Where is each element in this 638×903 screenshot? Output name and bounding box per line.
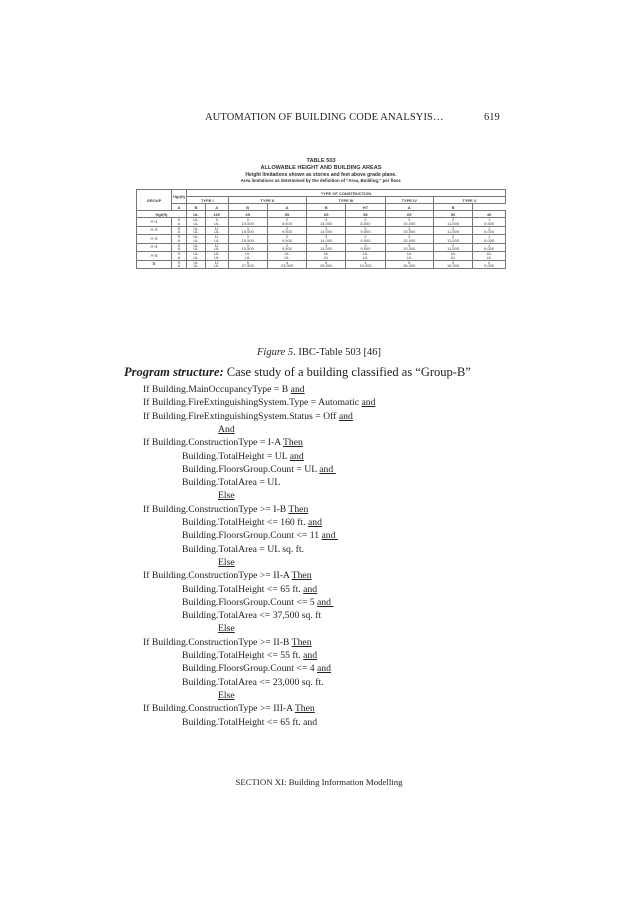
table-cell bbox=[473, 235, 506, 244]
table-cell bbox=[187, 260, 206, 269]
area-value: 11,500 bbox=[447, 220, 460, 226]
code-keyword: and bbox=[361, 397, 376, 409]
subtype-header: HT bbox=[346, 204, 385, 211]
code-keyword: and bbox=[303, 583, 318, 595]
code-text: Building.FloorsGroup.Count = UL bbox=[182, 463, 320, 475]
group-cell: A-1 bbox=[137, 218, 172, 227]
stories-value: 3 bbox=[408, 217, 411, 223]
area-value: UL bbox=[193, 229, 199, 235]
area-value: 15,000 bbox=[403, 220, 416, 226]
subtype-header: A bbox=[205, 204, 228, 211]
area-value: UL bbox=[214, 220, 220, 226]
table-row bbox=[137, 235, 506, 244]
code-keyword: And bbox=[218, 423, 235, 435]
table-cell bbox=[228, 260, 267, 269]
stories-value: 2 bbox=[488, 259, 491, 265]
table-cell bbox=[434, 235, 473, 244]
stories-value: 3 bbox=[408, 225, 411, 231]
table-cell bbox=[346, 252, 385, 261]
code-line bbox=[182, 451, 304, 463]
table-cell bbox=[434, 218, 473, 227]
subtype-header: B bbox=[187, 204, 206, 211]
area-label: A bbox=[177, 254, 181, 260]
code-keyword: and bbox=[317, 596, 334, 608]
stories-value: 1 bbox=[488, 242, 491, 248]
height-limit-cell: 65 bbox=[228, 211, 267, 218]
code-keyword: and bbox=[303, 650, 318, 661]
area-value: 14,000 bbox=[320, 220, 333, 226]
area-value: 19,000 bbox=[359, 263, 372, 269]
area-value: 9,500 bbox=[281, 229, 292, 235]
stories-value: 3 bbox=[325, 234, 328, 240]
stories-value: 3 bbox=[325, 225, 328, 231]
code-keyword: and bbox=[290, 384, 305, 395]
code-line bbox=[218, 690, 235, 702]
stories-value: 2 bbox=[452, 234, 455, 240]
sa-cell bbox=[172, 235, 187, 244]
table-cell bbox=[346, 260, 385, 269]
code-text: If Building.ConstructionType >= I-B bbox=[143, 503, 289, 515]
area-value: UL bbox=[214, 254, 220, 260]
code-keyword: Then bbox=[291, 570, 312, 582]
area-label: A bbox=[177, 229, 181, 235]
page-number: 619 bbox=[484, 112, 500, 123]
area-value: 14,000 bbox=[320, 229, 333, 235]
area-value: 9,500 bbox=[360, 229, 371, 235]
height-limit-cell: 160 bbox=[205, 211, 228, 218]
area-value: UL bbox=[406, 254, 412, 260]
program-heading-title: Case study of a building classified as “Group-B” bbox=[223, 365, 471, 379]
table-heading bbox=[136, 158, 506, 184]
code-line bbox=[182, 584, 317, 596]
area-value: UL bbox=[214, 263, 220, 269]
stories-value: UL bbox=[193, 234, 199, 240]
stories-value: 2 bbox=[364, 217, 367, 223]
stories-label: S bbox=[177, 217, 181, 223]
stories-value: UL bbox=[193, 242, 199, 248]
table-row bbox=[137, 260, 506, 269]
table-cell bbox=[434, 260, 473, 269]
area-value: 37,500 bbox=[241, 263, 254, 269]
area-value: 23,000 bbox=[280, 263, 294, 269]
code-keyword: Then bbox=[282, 437, 303, 449]
code-text: Building.FloorsGroup.Count <= 5 bbox=[182, 596, 317, 608]
code-text: Building.TotalHeight <= 55 ft. bbox=[182, 650, 304, 661]
area-value: 15,000 bbox=[403, 246, 416, 252]
area-value: 9,500 bbox=[360, 246, 371, 252]
height-limit-cell: UL bbox=[187, 211, 206, 218]
code-text: If Building.ConstructionType = I-A bbox=[143, 437, 283, 449]
area-label: A bbox=[177, 246, 181, 252]
code-keyword: and bbox=[319, 463, 336, 475]
figure-caption-text: . IBC-Table 503 [46] bbox=[293, 347, 381, 358]
code-text: Building.TotalArea <= 23,000 sq. ft. bbox=[182, 676, 324, 688]
stories-value: 3 bbox=[246, 242, 249, 248]
table-cell bbox=[473, 218, 506, 227]
stories-value: 2 bbox=[452, 242, 455, 248]
height-limit-cell: 65 bbox=[307, 211, 346, 218]
stories-value: 2 bbox=[452, 217, 455, 223]
page-footer: SECTION XI: Building Information Modelling bbox=[235, 777, 403, 787]
table-cell bbox=[228, 252, 267, 261]
table-cell bbox=[205, 252, 228, 261]
area-value: UL bbox=[214, 246, 220, 252]
table-cell bbox=[228, 235, 267, 244]
subtype-header: B bbox=[434, 204, 473, 211]
area-value: 6,000 bbox=[484, 237, 495, 243]
sa-cell bbox=[172, 218, 187, 227]
code-line bbox=[143, 384, 305, 396]
area-value: 6,000 bbox=[484, 246, 495, 252]
table-cell bbox=[346, 235, 385, 244]
area-value: UL bbox=[245, 254, 251, 260]
area-value: 8,500 bbox=[281, 220, 292, 226]
area-value: UL bbox=[193, 237, 199, 243]
construction-header: TYPE OF CONSTRUCTION bbox=[187, 190, 506, 197]
code-keyword: Then bbox=[291, 636, 312, 648]
stories-value: 5 bbox=[246, 259, 249, 265]
subtype-header: B bbox=[307, 204, 346, 211]
stories-value: 11 bbox=[214, 242, 219, 248]
stories-value: UL bbox=[450, 251, 456, 257]
code-line bbox=[218, 424, 235, 436]
table-cell bbox=[307, 235, 346, 244]
code-keyword: and bbox=[321, 530, 338, 542]
group-cell: B bbox=[137, 260, 172, 269]
area-value: 15,500 bbox=[241, 220, 254, 226]
table-note-1: Height limitations shown as stories and feet above grade plane. bbox=[245, 172, 397, 178]
area-value: 9,500 bbox=[281, 237, 292, 243]
stories-label: S bbox=[177, 225, 181, 231]
stories-value: 1 bbox=[488, 225, 491, 231]
table-cell bbox=[473, 252, 506, 261]
area-value: UL bbox=[323, 254, 329, 260]
stories-value: 5 bbox=[325, 259, 328, 265]
stories-value: 2 bbox=[285, 234, 289, 240]
stories-value: 3 bbox=[408, 234, 411, 240]
area-label: A bbox=[177, 220, 181, 226]
height-limit-cell: 50 bbox=[434, 211, 473, 218]
type-header: TYPE V bbox=[434, 197, 506, 204]
height-limit-cell: 55 bbox=[346, 211, 385, 218]
table-subtitle: ALLOWABLE HEIGHT AND BUILDING AREAS bbox=[260, 165, 382, 171]
stories-value: UL bbox=[362, 251, 368, 257]
ibc-table-figure bbox=[136, 158, 506, 330]
code-line bbox=[143, 637, 312, 649]
code-keyword: and bbox=[289, 450, 304, 462]
area-value: 9,000 bbox=[484, 263, 495, 269]
stories-label: S bbox=[177, 251, 181, 257]
stories-value: 2 bbox=[364, 242, 367, 248]
area-value: UL bbox=[284, 254, 290, 260]
subtype-header: B bbox=[228, 204, 267, 211]
area-value: 11,500 bbox=[447, 229, 460, 235]
stories-value: 2 bbox=[285, 225, 289, 231]
code-line bbox=[182, 650, 317, 662]
code-line bbox=[182, 530, 338, 542]
group-cell: A-2 bbox=[137, 226, 172, 235]
code-line bbox=[218, 490, 235, 502]
subtype-header: A bbox=[267, 204, 306, 211]
stories-value: 2 bbox=[285, 217, 289, 223]
stories-value: 3 bbox=[246, 234, 249, 240]
stories-value: UL bbox=[406, 251, 412, 257]
subtype-header: A bbox=[172, 204, 187, 211]
area-value: UL bbox=[193, 263, 199, 269]
stories-value: UL bbox=[284, 251, 290, 257]
type-header: TYPE IV bbox=[385, 197, 433, 204]
area-value: UL bbox=[486, 254, 492, 260]
code-text: Building.TotalArea <= 37,500 sq. ft bbox=[182, 610, 322, 622]
area-value: 11,500 bbox=[447, 246, 460, 252]
subtype-header: A bbox=[385, 204, 433, 211]
table-cell bbox=[187, 235, 206, 244]
code-text: Building.TotalArea = UL bbox=[182, 477, 281, 489]
table-cell bbox=[346, 218, 385, 227]
stories-value: 2 bbox=[364, 234, 367, 240]
stories-value: UL bbox=[193, 225, 199, 231]
stories-value: 11 bbox=[214, 234, 219, 240]
group-cell: A-3 bbox=[137, 235, 172, 244]
area-value: UL bbox=[193, 254, 199, 260]
code-keyword: Else bbox=[218, 623, 235, 635]
table-title: TABLE 503 bbox=[306, 158, 336, 164]
sa-cell bbox=[172, 252, 187, 261]
table-cell bbox=[385, 218, 433, 227]
stories-value: UL bbox=[214, 251, 220, 257]
code-keyword: and bbox=[338, 410, 353, 422]
figure-caption-label: Figure 5 bbox=[257, 347, 294, 358]
code-line bbox=[182, 477, 280, 489]
code-text: Building.TotalArea = UL sq. ft. bbox=[182, 543, 305, 555]
stories-value: 1 bbox=[488, 217, 491, 223]
stories-value: UL bbox=[193, 217, 199, 223]
code-keyword: Else bbox=[218, 689, 235, 701]
code-line bbox=[143, 411, 353, 423]
code-line bbox=[218, 557, 235, 569]
stories-value: 3 bbox=[246, 217, 249, 223]
code-text: If Building.FireExtinguishingSystem.Status = Off bbox=[143, 410, 339, 422]
stories-value: 2 bbox=[285, 242, 289, 248]
area-value: 6,000 bbox=[484, 229, 495, 235]
height-limit-cell: 40 bbox=[473, 211, 506, 218]
code-text: Building.TotalHeight <= 65 ft. and bbox=[182, 716, 318, 728]
code-line bbox=[182, 544, 304, 556]
group-cell: A-4 bbox=[137, 243, 172, 252]
hgt-header: Hgt(ft) bbox=[172, 190, 187, 204]
stories-value: 4 bbox=[285, 259, 289, 265]
stories-value: 2 bbox=[452, 225, 455, 231]
area-value: 18,000 bbox=[447, 263, 460, 269]
table-cell bbox=[307, 252, 346, 261]
code-text: Building.FloorsGroup.Count <= 4 bbox=[182, 663, 317, 675]
type-header: TYPE I bbox=[187, 197, 229, 204]
code-line bbox=[143, 504, 308, 516]
area-value: 8,500 bbox=[360, 220, 371, 226]
area-value: 11,500 bbox=[447, 237, 460, 243]
table-cell bbox=[473, 260, 506, 269]
table-row bbox=[137, 252, 506, 261]
code-line bbox=[182, 517, 322, 529]
table-cell bbox=[307, 218, 346, 227]
type-header: TYPE III bbox=[307, 197, 385, 204]
area-value: 9,500 bbox=[281, 246, 292, 252]
code-line bbox=[182, 663, 331, 675]
area-value: 5,500 bbox=[484, 220, 495, 226]
code-line bbox=[143, 570, 312, 582]
code-text: If Building.FireExtinguishingSystem.Type = Automatic bbox=[143, 397, 362, 409]
area-value: UL bbox=[214, 237, 220, 243]
table-cell bbox=[187, 218, 206, 227]
area-value: 36,000 bbox=[403, 263, 416, 269]
program-heading-label: Program structure: bbox=[124, 365, 224, 379]
code-keyword: Else bbox=[218, 556, 235, 568]
group-header: GROUP bbox=[137, 190, 172, 211]
table-row bbox=[137, 226, 506, 235]
table-cell bbox=[267, 235, 306, 244]
area-value: UL bbox=[214, 229, 220, 235]
area-label: A bbox=[177, 237, 181, 243]
area-value: 14,000 bbox=[320, 237, 333, 243]
code-keyword: and bbox=[317, 663, 331, 675]
ht-row-label: Hgt(ft) bbox=[137, 211, 187, 218]
stories-value: UL bbox=[193, 259, 199, 265]
code-keyword: Then bbox=[294, 703, 315, 715]
code-text: Building.TotalHeight <= 65 ft. bbox=[182, 583, 304, 595]
area-value: 15,500 bbox=[241, 246, 254, 252]
ibc-table bbox=[136, 189, 506, 269]
stories-value: 3 bbox=[408, 242, 411, 248]
code-line bbox=[143, 437, 303, 449]
code-line bbox=[182, 717, 317, 729]
code-keyword: and bbox=[307, 517, 322, 528]
table-cell bbox=[187, 252, 206, 261]
stories-value: 5 bbox=[215, 217, 218, 223]
table-cell bbox=[434, 252, 473, 261]
stories-label: S bbox=[177, 234, 181, 240]
stories-label: S bbox=[177, 242, 181, 248]
area-value: 15,500 bbox=[241, 229, 254, 235]
stories-value: 4 bbox=[364, 259, 367, 265]
area-value: 15,000 bbox=[403, 237, 416, 243]
table-cell bbox=[228, 218, 267, 227]
area-value: UL bbox=[193, 220, 199, 226]
stories-value: UL bbox=[245, 251, 251, 257]
area-value: UL bbox=[362, 254, 368, 260]
table-cell bbox=[385, 235, 433, 244]
stories-value: 1 bbox=[488, 234, 491, 240]
table-cell bbox=[307, 260, 346, 269]
code-line bbox=[143, 703, 315, 715]
code-text: If Building.ConstructionType >= II-A bbox=[143, 570, 292, 582]
stories-value: 3 bbox=[325, 242, 328, 248]
stories-value: UL bbox=[193, 251, 199, 257]
table-cell bbox=[205, 260, 228, 269]
stories-value: 3 bbox=[246, 225, 249, 231]
height-limit-cell: 55 bbox=[267, 211, 306, 218]
table-cell bbox=[385, 252, 433, 261]
code-text: If Building.ConstructionType >= II-B bbox=[143, 636, 292, 648]
figure-caption bbox=[0, 347, 638, 358]
stories-value: UL bbox=[323, 251, 329, 257]
stories-value: 11 bbox=[214, 259, 219, 265]
table-cell bbox=[385, 260, 433, 269]
code-text: Building.TotalHeight = UL bbox=[182, 450, 290, 462]
code-line bbox=[182, 677, 324, 689]
stories-value: 11 bbox=[214, 225, 219, 231]
area-value: 14,000 bbox=[320, 246, 333, 252]
stories-value: 3 bbox=[452, 259, 455, 265]
area-value: UL bbox=[450, 254, 456, 260]
code-line bbox=[182, 597, 333, 609]
stories-value: 3 bbox=[325, 217, 328, 223]
table-row bbox=[137, 218, 506, 227]
area-value: 28,500 bbox=[320, 263, 333, 269]
code-keyword: Then bbox=[288, 503, 309, 515]
table-note-2: Area limitations as determined by the definition of "Area, Building," per floor. bbox=[240, 178, 402, 183]
code-line bbox=[218, 623, 235, 635]
code-text: If Building.ConstructionType >= III-A bbox=[143, 703, 295, 715]
area-value: 9,500 bbox=[360, 237, 371, 243]
table-cell bbox=[267, 260, 306, 269]
code-text: Building.TotalHeight <= 160 ft. bbox=[182, 517, 308, 528]
type-header: TYPE II bbox=[228, 197, 306, 204]
program-heading bbox=[124, 365, 471, 380]
code-keyword: Else bbox=[218, 490, 235, 502]
area-value: 15,000 bbox=[403, 229, 416, 235]
area-value: UL bbox=[193, 246, 199, 252]
code-text: If Building.MainOccupancyType = B bbox=[143, 384, 291, 395]
table-cell bbox=[205, 235, 228, 244]
area-value: 15,500 bbox=[241, 237, 254, 243]
code-line bbox=[182, 464, 336, 476]
code-line bbox=[143, 397, 375, 409]
code-text: Building.FloorsGroup.Count <= 11 bbox=[182, 530, 322, 542]
stories-label: S bbox=[177, 259, 181, 265]
stories-value: 2 bbox=[364, 225, 367, 231]
area-label: A bbox=[177, 263, 181, 269]
height-limit-cell: 65 bbox=[385, 211, 433, 218]
table-cell bbox=[267, 252, 306, 261]
sa-cell bbox=[172, 260, 187, 269]
code-line bbox=[182, 610, 321, 622]
table-cell bbox=[267, 218, 306, 227]
running-head-title: AUTOMATION OF BUILDING CODE ANALSYIS… bbox=[205, 112, 444, 123]
stories-value: 5 bbox=[408, 259, 411, 265]
stories-value: UL bbox=[486, 251, 492, 257]
table-cell bbox=[205, 218, 228, 227]
group-cell: A-5 bbox=[137, 252, 172, 261]
